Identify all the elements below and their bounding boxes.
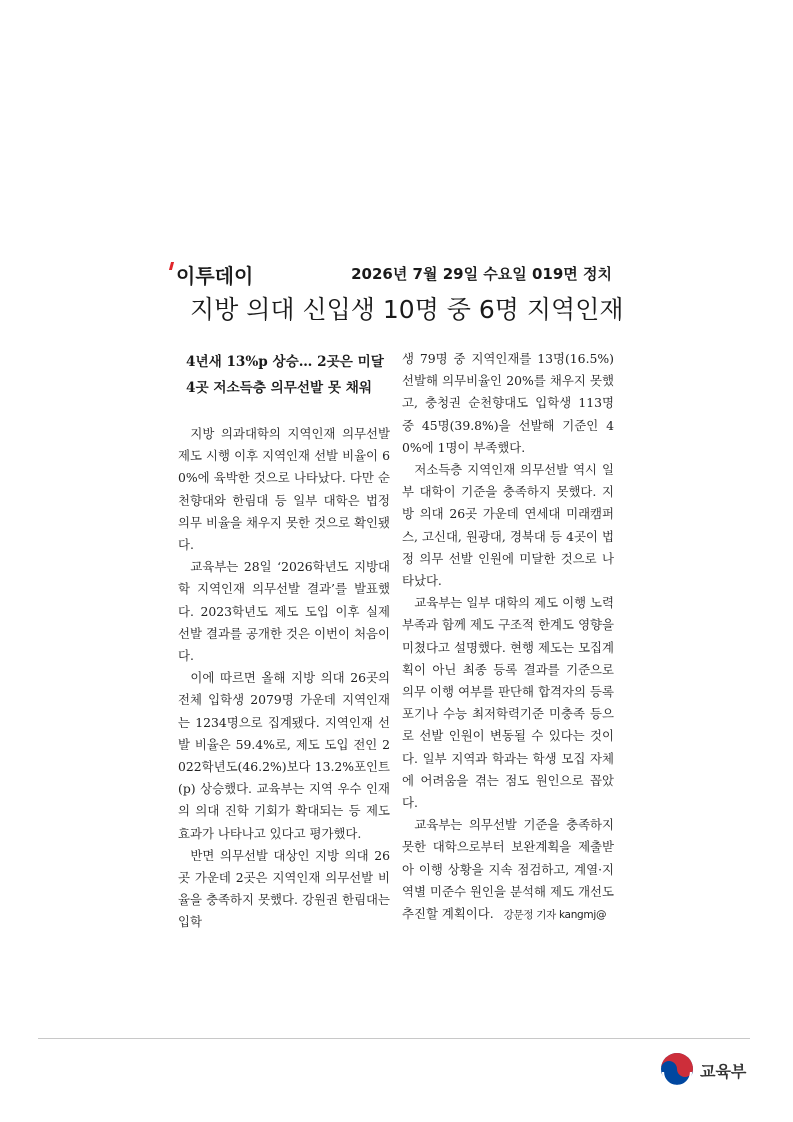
- ministry-name: 교육부: [700, 1062, 747, 1081]
- ministry-logo: [660, 1052, 760, 1086]
- paragraph: 교육부는 28일 ‘2026학년도 지방대학 지역인재 의무선발 결과’를 발표했다. 2023학년도 제도 도입 이후 실제 선발 결과를 공개한 것은 이번이 처음이다.: [178, 559, 390, 664]
- subhead: 4곳 저소득층 의무선발 못 채워: [186, 380, 372, 396]
- column-right: [402, 348, 614, 934]
- column-left: [178, 348, 390, 934]
- paragraph: 저소득층 지역인재 의무선발 역시 일부 대학이 기준을 충족하지 못했다. 지방 의대 26곳 가운데 연세대 미래캠퍼스, 고신대, 원광대, 경북대 등 4곳이 법정 의무 선발 인원에 미달한 것으로 나타났다.: [402, 462, 614, 589]
- paragraph: 반면 의무선발 대상인 지방 의대 26곳 가운데 2곳은 지역인재 의무선발 비율을 충족하지 못했다. 강원권 한림대는 입학: [178, 847, 390, 930]
- subhead: 4년새 13%p 상승… 2곳은 미달: [186, 354, 384, 370]
- subheads: [178, 348, 390, 401]
- dateline: 2026년 7월 29일 수요일 019면 정치: [351, 265, 612, 283]
- article-headline: 지방 의대 신입생 10명 중 6명 지역인재: [190, 295, 624, 324]
- paragraph: 교육부는 일부 대학의 제도 이행 노력 부족과 함께 제도 구조적 한계도 영향을 미쳤다고 설명했다. 현행 제도는 모집계획이 아닌 최종 등록 결과를 기준으로 의무 이행 여부를 판단해 합격자의 등록 포기나 수능 최저학력기준 미충족 등으로 선발 인원이 변동될 수 있다는 것이다. 일부 지역과 학과는 학생 모집 자체에 어려움을 겪는 점도 원인으로 꼽았다.: [402, 595, 614, 811]
- paragraph-last-text: 교육부는 의무선발 기준을 충족하지 못한 대학으로부터 보완계획을 제출받아 이행 상황을 지속 점검하고, 계열·지역별 미준수 원인을 분석해 제도 개선도 추진할 계획이다.: [402, 817, 614, 922]
- paragraph: 지방 의과대학의 지역인재 의무선발 제도 시행 이후 지역인재 선발 비율이 60%에 육박한 것으로 나타났다. 다만 순천향대와 한림대 등 일부 대학은 법정 의무 비율을 채우지 못한 것으로 확인됐다.: [178, 426, 390, 553]
- footer-divider: [38, 1038, 750, 1039]
- article-body: [178, 348, 614, 934]
- publication-name: 이투데이: [176, 264, 254, 288]
- paragraph-continued: 생 79명 중 지역인재를 13명(16.5%) 선발해 의무비율인 20%를 채우지 못했고, 충청권 순천향대도 입학생 113명 중 45명(39.8%)을 선발해 기준인 40%에 1명이 부족했다.: [402, 351, 614, 455]
- paragraph: 이에 따르면 올해 지방 의대 26곳의 전체 입학생 2079명 가운데 지역인재는 1234명으로 집계됐다. 지역인재 선발 비율은 59.4%로, 제도 도입 전인 2022학년도(46.2%)보다 13.2%포인트(p) 상승했다. 교육부는 지역 우수 인재의 의대 진학 기회가 확대되는 등 제도 효과가 나타나고 있다고 평가했다.: [178, 670, 390, 841]
- taegeuk-emblem-icon: [660, 1052, 694, 1086]
- masthead: [170, 260, 620, 286]
- paragraph-last: [402, 814, 614, 926]
- byline: 강문정 기자 kangmj@: [503, 909, 607, 922]
- logo-accent-mark: [169, 262, 174, 270]
